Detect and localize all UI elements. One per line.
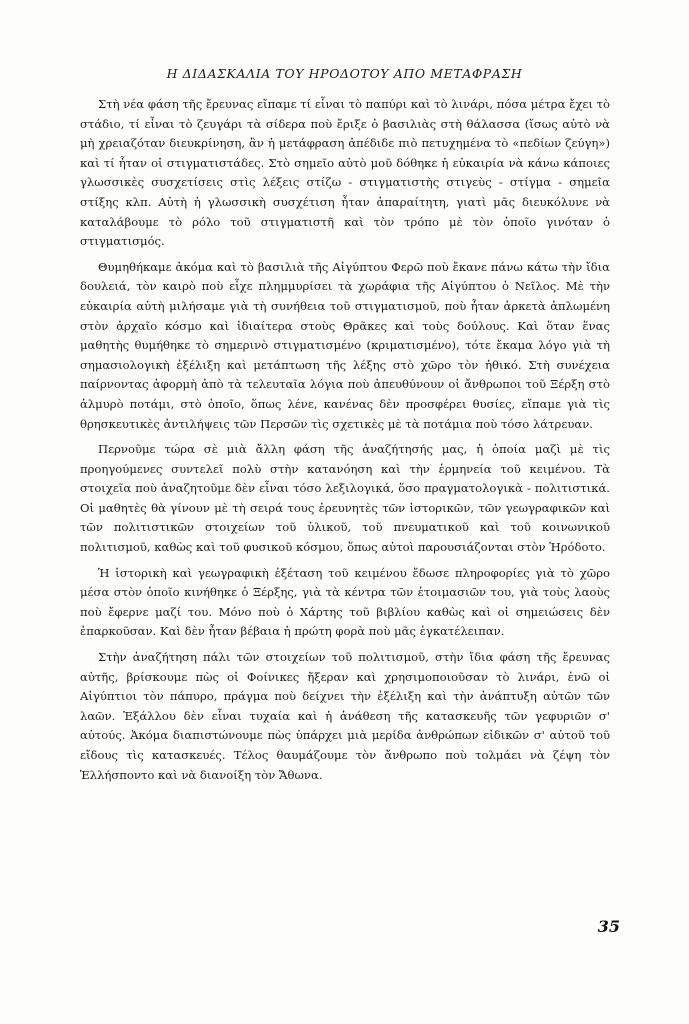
paragraph-1: Στὴ νέα φάση τῆς ἔρευνας εἴπαμε τί εἶναι τὸ παπύρι καὶ τὸ λινάρι, πόσα μέτρα ἔχει τὸ στάδιο, τί εἶναι τὸ ζευγάρι τὰ σίδερα ποὺ ἔριξε ὁ βασιλιὰς στὴ θάλασσα (ἴσως αὐτὸ νὰ μὴ χρειαζόταν διευκρίνηση, ἂν ἡ μετάφραση ἀπέδιδε πιὸ πετυχημένα τὸ «πεδίων ζεύγη») καὶ τί ἦταν οἱ στιγματιστάδες. Στὸ σημεῖο αὐτὸ μοῦ δόθηκε ἡ εὐκαιρία νὰ κάνω κάποιες γλωσσικὲς συσχετίσεις στὶς λέξεις στίζω - στιγματιστὴς στιγεὺς - στίγμα - σημεῖα στίξης κλπ. Αὐτὴ ἡ γλωσσικὴ συσχέτιση ἦταν ἀπαραίτητη, γιατὶ μᾶς διευκόλυνε νὰ καταλάβουμε τὸ ρόλο τοῦ στιγματιστῆ καὶ τὸν τρόπο μὲ τὸν ὁποῖο γινόταν ὁ στιγματισμός.: [80, 97, 610, 249]
paragraph-4: Ἡ ἱστορικὴ καὶ γεωγραφικὴ ἐξέταση τοῦ κειμένου ἔδωσε πληροφορίες γιὰ τὸ χῶρο μέσα στὸν ὁποῖο κινήθηκε ὁ Ξέρξης, γιὰ τὰ κέντρα τῶν ἑτοιμασιῶν του, γιὰ τοὺς λαοὺς ποὺ ἔφερνε μαζί του. Μόνο ποὺ ὁ Χάρτης τοῦ βιβλίου καθὼς καὶ οἱ σημειώσεις δὲν ἐπαρκοῦσαν. Καὶ δὲν ἦταν βέβαια ἡ πρώτη φορὰ ποὺ μᾶς ἐγκατέλειπαν.: [80, 565, 610, 639]
page-number: 35: [597, 917, 620, 936]
body-text: [80, 95, 610, 785]
paragraph-2: Θυμηθήκαμε ἀκόμα καὶ τὸ βασιλιὰ τῆς Αἰγύπτου Φερῶ ποὺ ἔκανε πάνω κάτω τὴν ἴδια δουλειά, τὸν καιρὸ ποὺ εἶχε πλημμυρίσει τὰ χωράφια τῆς Αἰγύπτου ὁ Νεῖλος. Μὲ τὴν εὐκαιρία αὐτὴ μιλήσαμε γιὰ τὴ συνήθεια τοῦ στιγματισμοῦ, ποὺ ἦταν ἀρκετὰ ἁπλωμένη στὸν ἀρχαῖο κόσμο καὶ ἰδιαίτερα στοὺς Θρᾶκες καὶ τοὺς δούλους. Καὶ ὅταν ἕνας μαθητὴς θυμήθηκε τὸ σημερινὸ στιγματισμένο (κριματισμένο), τότε ἔκαμα λόγο γιὰ τὴ σημασιολογικὴ ἐξέλιξη καὶ μετάπτωση τῆς λέξης στὸ χῶρο τὸν ἠθικό. Στὴ συνέχεια παίρνοντας ἀφορμὴ ἀπὸ τὰ τελευταῖα λόγια ποὺ ἀπευθύνουν οἱ ἄνθρωποι τοῦ Ξέρξη στὸ ἁλμυρὸ ποτάμι, στὸ ὁποῖο, ὅπως λένε, κανένας δὲν προσφέρει θυσίες, εἴπαμε γιὰ τὶς θρησκευτικὲς ἀντιλήψεις τῶν Περσῶν τὶς σχετικὲς μὲ τὰ ποτάμια ποὺ τόσο λάτρευαν.: [80, 259, 610, 431]
running-head: Η ΔΙΔΑΣΚΑΛΙΑ ΤΟΥ ΗΡΟΔΟΤΟΥ ΑΠΟ ΜΕΤΑΦΡΑΣΗ: [166, 66, 523, 81]
paragraph-3: Περνοῦμε τώρα σὲ μιὰ ἄλλη φάση τῆς ἀναζήτησής μας, ἡ ὁποία μαζὶ μὲ τὶς προηγούμενες συντελεῖ πολὺ στὴν κατανόηση καὶ τὴν ἑρμηνεία τοῦ κειμένου. Τὰ στοιχεῖα ποὺ ἀναζητοῦμε δὲν εἶναι τόσο λεξιλογικά, ὅσο πραγματολογικὰ - πολιτιστικά. Οἱ μαθητὲς θὰ γίνουν μὲ τὴ σειρά τους ἐρευνητὲς τῶν ἱστορικῶν, τῶν γεωγραφικῶν καὶ τῶν πολιτιστικῶν στοιχείων τοῦ ὑλικοῦ, τοῦ πνευματικοῦ καὶ τοῦ κοινωνικοῦ πολιτισμοῦ, καθὼς καὶ τοῦ φυσικοῦ κόσμου, ὅπως αὐτοὶ παρουσιάζονται στὸν Ἡρόδοτο.: [80, 442, 610, 555]
paragraph-5: Στὴν ἀναζήτηση πάλι τῶν στοιχείων τοῦ πολιτισμοῦ, στὴν ἴδια φάση τῆς ἔρευνας αὐτῆς, βρίσκουμε πὼς οἱ Φοίνικες ἤξεραν καὶ χρησιμοποιοῦσαν τὸ λινάρι, ἐνῶ οἱ Αἰγύπτιοι τὸν πάπυρο, πράγμα ποὺ δείχνει τὴν ἐξέλιξη καὶ τὴν ἀνάπτυξη αὐτῶν τῶν λαῶν. Ἐξάλλου δὲν εἶναι τυχαία καὶ ἡ ἀνάθεση τῆς κατασκευῆς τῶν γεφυριῶν σ' αὐτούς. Ἀκόμα διαπιστώνουμε πὼς ὑπάρχει μιὰ μερίδα ἀνθρώπων εἰδικῶν σ' αὐτοῦ τοῦ εἴδους τὶς κατασκευές. Τέλος θαυμάζουμε τὸν ἄνθρωπο ποὺ τολμάει νὰ ζέψη τὸν Ἑλλήσποντο καὶ νὰ διανοίξη τὸν Ἄθωνα.: [80, 650, 610, 782]
